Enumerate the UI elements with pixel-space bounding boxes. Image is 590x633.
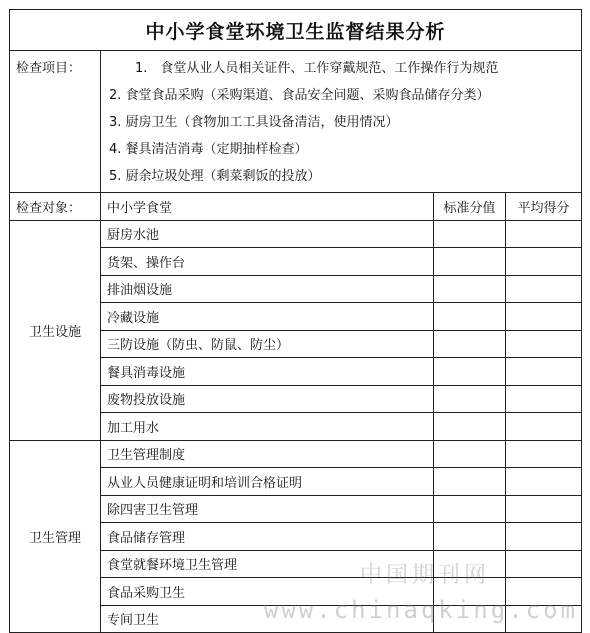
check-item: 卫生管理制度 [101,440,434,468]
average-score-cell [506,468,582,496]
check-item: 厨房水池 [101,220,434,248]
group-label: 卫生设施 [10,220,101,440]
inspection-items-label: 检查项目： [10,51,101,193]
check-item: 从业人员健康证明和培训合格证明 [101,468,434,496]
check-item: 三防设施（防虫、防鼠、防尘） [101,330,434,358]
check-item: 食品采购卫生 [101,578,434,606]
inspection-item: 1. 食堂从业人员相关证件、工作穿戴规范、工作操作行为规范 [135,61,499,76]
inspection-item: 2. 食堂食品采购（采购渠道、食品安全问题、采购食品储存分类） [109,88,490,103]
page-title: 中小学食堂环境卫生监督结果分析 [10,10,582,51]
average-score-cell [506,550,582,578]
check-item: 货架、操作台 [101,248,434,276]
standard-score-cell [434,413,506,441]
standard-score-cell [434,440,506,468]
standard-score-cell [434,358,506,386]
average-score-cell [506,275,582,303]
average-score-cell [506,330,582,358]
subject-label: 检查对象： [10,193,101,221]
standard-score-cell [434,275,506,303]
group-label: 卫生管理 [10,440,101,633]
average-score-header: 平均得分 [506,193,582,221]
standard-score-cell [434,495,506,523]
check-item: 废物投放设施 [101,385,434,413]
standard-score-header: 标准分值 [434,193,506,221]
watermark-url: www.chinaqking.com [263,596,578,624]
table-row [10,440,582,468]
inspection-item: 5. 厨余垃圾处理（剩菜剩饭的投放） [109,169,321,184]
standard-score-cell [434,468,506,496]
check-item: 除四害卫生管理 [101,495,434,523]
average-score-cell [506,248,582,276]
table-row [10,220,582,248]
average-score-cell [506,495,582,523]
inspection-item: 4. 餐具清洁消毒（定期抽样检查） [109,142,308,157]
standard-score-cell [434,220,506,248]
standard-score-cell [434,330,506,358]
check-item: 冷藏设施 [101,303,434,331]
average-score-cell [506,358,582,386]
subject-value: 中小学食堂 [101,193,434,221]
standard-score-cell [434,523,506,551]
average-score-cell [506,440,582,468]
watermark-cn: 中国期刊网 [359,563,490,588]
average-score-cell [506,303,582,331]
inspection-items-list [101,51,582,193]
average-score-cell [506,220,582,248]
check-item: 餐具消毒设施 [101,358,434,386]
inspection-table [9,9,582,633]
check-item: 排油烟设施 [101,275,434,303]
average-score-cell [506,523,582,551]
standard-score-cell [434,385,506,413]
check-item: 食堂就餐环境卫生管理 [101,550,434,578]
check-item: 食品储存管理 [101,523,434,551]
average-score-cell [506,413,582,441]
check-item: 加工用水 [101,413,434,441]
inspection-item: 3. 厨房卫生（食物加工工具设备清洁，使用情况） [109,115,399,130]
check-item: 专间卫生 [101,605,434,633]
average-score-cell [506,385,582,413]
standard-score-cell [434,303,506,331]
standard-score-cell [434,248,506,276]
